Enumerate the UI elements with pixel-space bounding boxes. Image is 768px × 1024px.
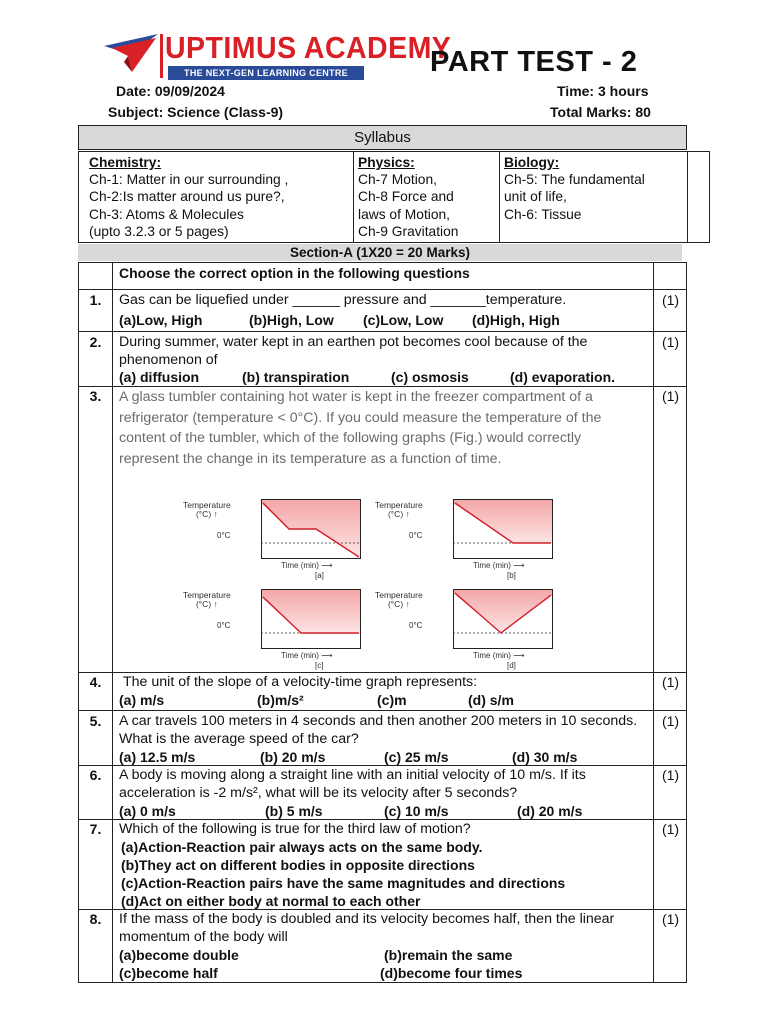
option-c: (c)Low, Low xyxy=(363,312,444,328)
physics-line: laws of Motion, xyxy=(358,206,451,222)
question-text: Which of the following is true for the third law of motion? xyxy=(119,821,471,837)
question-number: 4. xyxy=(89,674,102,690)
option-d: (d) 30 m/s xyxy=(512,749,578,765)
question-text: Gas can be liquefied under ______ pressure and _______temperature. xyxy=(119,292,567,308)
question-number: 3. xyxy=(89,388,102,404)
graph-fill xyxy=(453,589,553,633)
graph-x-label: Time (min) ⟶ xyxy=(281,651,333,660)
option-b: (b)m/s² xyxy=(257,692,304,708)
question-marks: (1) xyxy=(661,713,680,729)
graph-plot xyxy=(453,499,553,559)
physics-heading: Physics: xyxy=(358,155,415,170)
biology-line: Ch-5: The fundamental xyxy=(504,172,645,188)
option-d: (d)become four times xyxy=(380,965,523,981)
question-text: If the mass of the body is doubled and its velocity becomes half, then the linear momentum of the body will xyxy=(119,911,615,945)
exam-time: Time: 3 hours xyxy=(557,83,649,99)
graph-y-label xyxy=(375,501,423,519)
graph-plot xyxy=(261,589,361,649)
graph-y-unit: (°C) ↑ xyxy=(195,509,218,519)
graph-zero-label: 0°C xyxy=(217,531,231,540)
row-divider xyxy=(79,710,686,711)
question-marks: (1) xyxy=(661,821,680,837)
test-title: PART TEST - 2 xyxy=(430,46,638,78)
option-a: (a) m/s xyxy=(119,692,165,708)
chemistry-line: (upto 3.2.3 or 5 pages) xyxy=(89,223,229,239)
option-c: (c) osmosis xyxy=(391,369,469,385)
graph-x-label: Time (min) ⟶ xyxy=(473,651,525,660)
exam-subject: Subject: Science (Class-9) xyxy=(108,104,284,120)
question-marks: (1) xyxy=(661,767,680,783)
logo-emblem-icon xyxy=(102,32,166,82)
graph-plot xyxy=(261,499,361,559)
option-a: (a)become double xyxy=(119,947,239,963)
option-c: (c)Action-Reaction pairs have the same magnitudes and directions xyxy=(121,875,566,891)
question-marks: (1) xyxy=(661,388,680,404)
chemistry-line: Ch-1: Matter in our surrounding , xyxy=(89,172,289,188)
syllabus-table xyxy=(78,151,710,243)
option-a: (a) 0 m/s xyxy=(119,803,176,819)
chemistry-line: Ch-3: Atoms & Molecules xyxy=(89,206,244,222)
option-a: (a)Low, High xyxy=(119,312,203,328)
physics-line: Ch-7 Motion, xyxy=(358,172,437,188)
question-text: A car travels 100 meters in 4 seconds and then another 200 meters in 10 seconds. What is the average speed of the car? xyxy=(119,713,638,747)
graph-y-label xyxy=(375,591,423,609)
option-b: (b)remain the same xyxy=(384,947,513,963)
graph-tag: [a] xyxy=(315,571,324,580)
option-c: (c) 10 m/s xyxy=(384,803,449,819)
biology-line: Ch-6: Tissue xyxy=(504,206,582,222)
biology-line: unit of life, xyxy=(504,189,567,205)
question-text: A body is moving along a straight line with an initial velocity of 10 m/s. If its acceleration is -2 m/s², what will be its velocity after 5 seconds? xyxy=(119,767,586,801)
graph-y-unit: (°C) ↑ xyxy=(387,599,410,609)
syllabus-chemistry xyxy=(79,152,354,242)
question-marks: (1) xyxy=(661,674,680,690)
total-marks: Total Marks: 80 xyxy=(550,104,651,120)
option-d: (d) evaporation. xyxy=(510,369,616,385)
option-c: (c)m xyxy=(377,692,407,708)
physics-line: Ch-9 Gravitation xyxy=(358,223,459,239)
question-number: 1. xyxy=(89,292,102,308)
graph-y-unit: (°C) ↑ xyxy=(387,509,410,519)
question-marks: (1) xyxy=(661,911,680,927)
brand-tagline: THE NEXT-GEN LEARNING CENTRE xyxy=(168,66,364,80)
question-number: 2. xyxy=(89,334,102,350)
physics-line: Ch-8 Force and xyxy=(358,189,454,205)
graph-plot xyxy=(453,589,553,649)
graph-y-label xyxy=(183,591,231,609)
option-b: (b)They act on different bodies in opposite directions xyxy=(121,857,475,873)
option-b: (b) 20 m/s xyxy=(260,749,326,765)
option-d: (d) 20 m/s xyxy=(517,803,583,819)
graph-y-label-line: Temperature xyxy=(183,590,231,600)
section-title: Section-A (1X20 = 20 Marks) xyxy=(78,244,682,261)
syllabus-heading: Syllabus xyxy=(78,125,687,150)
question-text: During summer, water kept in an earthen pot becomes cool because of the phenomenon of xyxy=(119,334,588,368)
graph-zero-label: 0°C xyxy=(409,531,423,540)
table-divider xyxy=(653,263,654,982)
question-number: 8. xyxy=(89,911,102,927)
option-b: (b)High, Low xyxy=(249,312,334,328)
syllabus-biology xyxy=(500,152,688,242)
option-c: (c) 25 m/s xyxy=(384,749,449,765)
table-divider xyxy=(112,263,113,982)
question-number: 5. xyxy=(89,713,102,729)
graph-tag: [b] xyxy=(507,571,516,580)
graph-c xyxy=(183,589,363,673)
option-a: (a) diffusion xyxy=(119,369,200,385)
question-text: A glass tumbler containing hot water is kept in the freezer compartment of a refrigerator (temperature < 0°C). If you could measure the temperature of the content of the tumbler, which of the following graphs (Fig.) would correctly represent the change in its temperature as a function of time. xyxy=(119,389,602,467)
graph-a xyxy=(183,499,363,583)
question-marks: (1) xyxy=(661,334,680,350)
option-a: (a) 12.5 m/s xyxy=(119,749,196,765)
option-d: (d)High, High xyxy=(472,312,560,328)
graph-y-label-line: Temperature xyxy=(375,590,423,600)
graph-y-label-line: Temperature xyxy=(183,500,231,510)
question-text: The unit of the slope of a velocity-time graph represents: xyxy=(123,674,478,690)
option-a: (a)Action-Reaction pair always acts on the same body. xyxy=(121,839,483,855)
chemistry-line: Ch-2:Is matter around us pure?, xyxy=(89,189,285,205)
question-number: 6. xyxy=(89,767,102,783)
question-number: 7. xyxy=(89,821,102,837)
question-marks: (1) xyxy=(661,292,680,308)
graph-zero-label: 0°C xyxy=(409,621,423,630)
graph-x-label: Time (min) ⟶ xyxy=(473,561,525,570)
biology-heading: Biology: xyxy=(504,155,560,170)
row-divider xyxy=(79,331,686,332)
graph-zero-label: 0°C xyxy=(217,621,231,630)
option-b: (b) 5 m/s xyxy=(265,803,323,819)
brand-name: UPTIMUS ACADEMY xyxy=(165,30,452,65)
option-b: (b) transpiration xyxy=(242,369,350,385)
graph-fill xyxy=(261,589,361,633)
chemistry-heading: Chemistry: xyxy=(89,155,162,170)
question-table xyxy=(78,262,687,983)
graph-tag: [d] xyxy=(507,661,516,670)
option-d: (d)Act on either body at normal to each other xyxy=(121,893,421,909)
graph-y-label xyxy=(183,501,231,519)
row-divider xyxy=(79,289,686,290)
graph-y-unit: (°C) ↑ xyxy=(195,599,218,609)
graph-d xyxy=(375,589,555,673)
exam-date: Date: 09/09/2024 xyxy=(116,83,225,99)
graph-tag: [c] xyxy=(315,661,324,670)
section-instruction: Choose the correct option in the following questions xyxy=(119,265,470,281)
graph-x-label: Time (min) ⟶ xyxy=(281,561,333,570)
option-c: (c)become half xyxy=(119,965,218,981)
syllabus-physics xyxy=(354,152,500,242)
option-d: (d) s/m xyxy=(468,692,514,708)
graph-y-label-line: Temperature xyxy=(375,500,423,510)
graph-b xyxy=(375,499,555,583)
